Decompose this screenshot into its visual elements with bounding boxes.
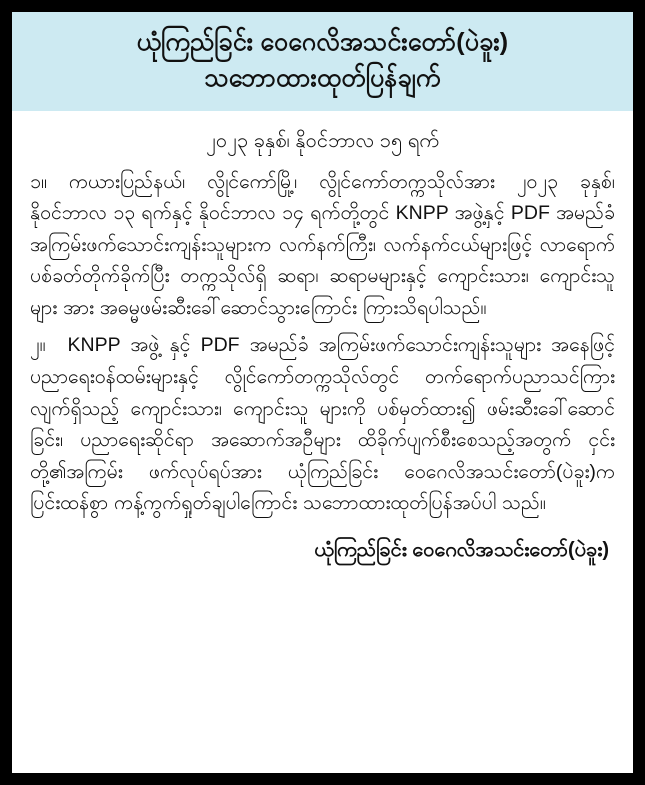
header-title-line-1: ယုံကြည်ခြင်း ဝေဂေလိအသင်းတော်(ပဲခူး) — [136, 28, 509, 56]
paragraph-2-number: ၂။ — [30, 334, 46, 357]
paragraph-1-number: ၁။ — [30, 170, 47, 193]
paragraph-1 — [30, 167, 615, 325]
paragraph-1-text: ကယားပြည်နယ်၊ လွိုင်ကော်မြို့၊ လွိုင်ကော်တက္ကသိုလ်အား ၂၀၂၃ ခုနှစ်၊ နိုဝင်ဘာလ ၁၃ ရက်နှင့် နိုဝင်ဘာလ ၁၄ ရက်တို့တွင် KNPP အဖွဲ့နှင့် PDF အမည်ခံ အကြမ်းဖက်သောင်းကျန်းသူများက လက်နက်ကြီး၊ လက်နက်ငယ်များဖြင့် လာရောက်ပစ်ခတ်တိုက်ခိုက်ပြီး တက္ကသိုလ်ရှိ ဆရာ၊ ဆရာမများနှင့် ကျောင်းသား၊ ကျောင်းသူများ အား အဓမ္မဖမ်းဆီးခေါ်ဆောင်သွားကြောင်း ကြားသိရပါသည်။ — [30, 170, 615, 319]
document-header-band — [12, 12, 633, 111]
document-signature: ယုံကြည်ခြင်း ဝေဂေလိအသင်းတော်(ပဲခူး) — [314, 538, 609, 561]
document-body — [12, 111, 633, 576]
document-date: ၂၀၂၃ ခုနှစ်၊ နိုဝင်ဘာလ ၁၅ ရက် — [206, 129, 439, 152]
document-page — [12, 12, 633, 773]
header-title-line-2: သဘောထားထုတ်ပြန်ချက် — [204, 64, 441, 93]
paragraph-2-text: KNPP အဖွဲ့ နှင့် PDF အမည်ခံ အကြမ်းဖက်သောင်းကျန်းသူများ အနေဖြင့် ပညာရေးဝန်ထမ်းများနှင့် လွိုင်ကော်တက္ကသိုလ်တွင် တက်ရောက်ပညာသင်ကြားလျက်ရှိသည့် ကျောင်းသား၊ ကျောင်းသူ များကို ပစ်မှတ်ထား၍ ဖမ်းဆီးခေါ်ဆောင်ခြင်း၊ ပညာရေးဆိုင်ရာ အဆောက်အဦများ ထိခိုက်ပျက်စီးစေသည့်အတွက် ငှင်းတို့၏အကြမ်း ဖက်လုပ်ရပ်အား ယုံကြည်ခြင်း ဝေဂေလိအသင်းတော်(ပဲခူး)က ပြင်းထန်စွာ ကန့်ကွက်ရှုတ်ချပါကြောင်း သဘောထားထုတ်ပြန်အပ်ပါ သည်။ — [30, 334, 615, 515]
paragraph-2 — [30, 330, 615, 519]
